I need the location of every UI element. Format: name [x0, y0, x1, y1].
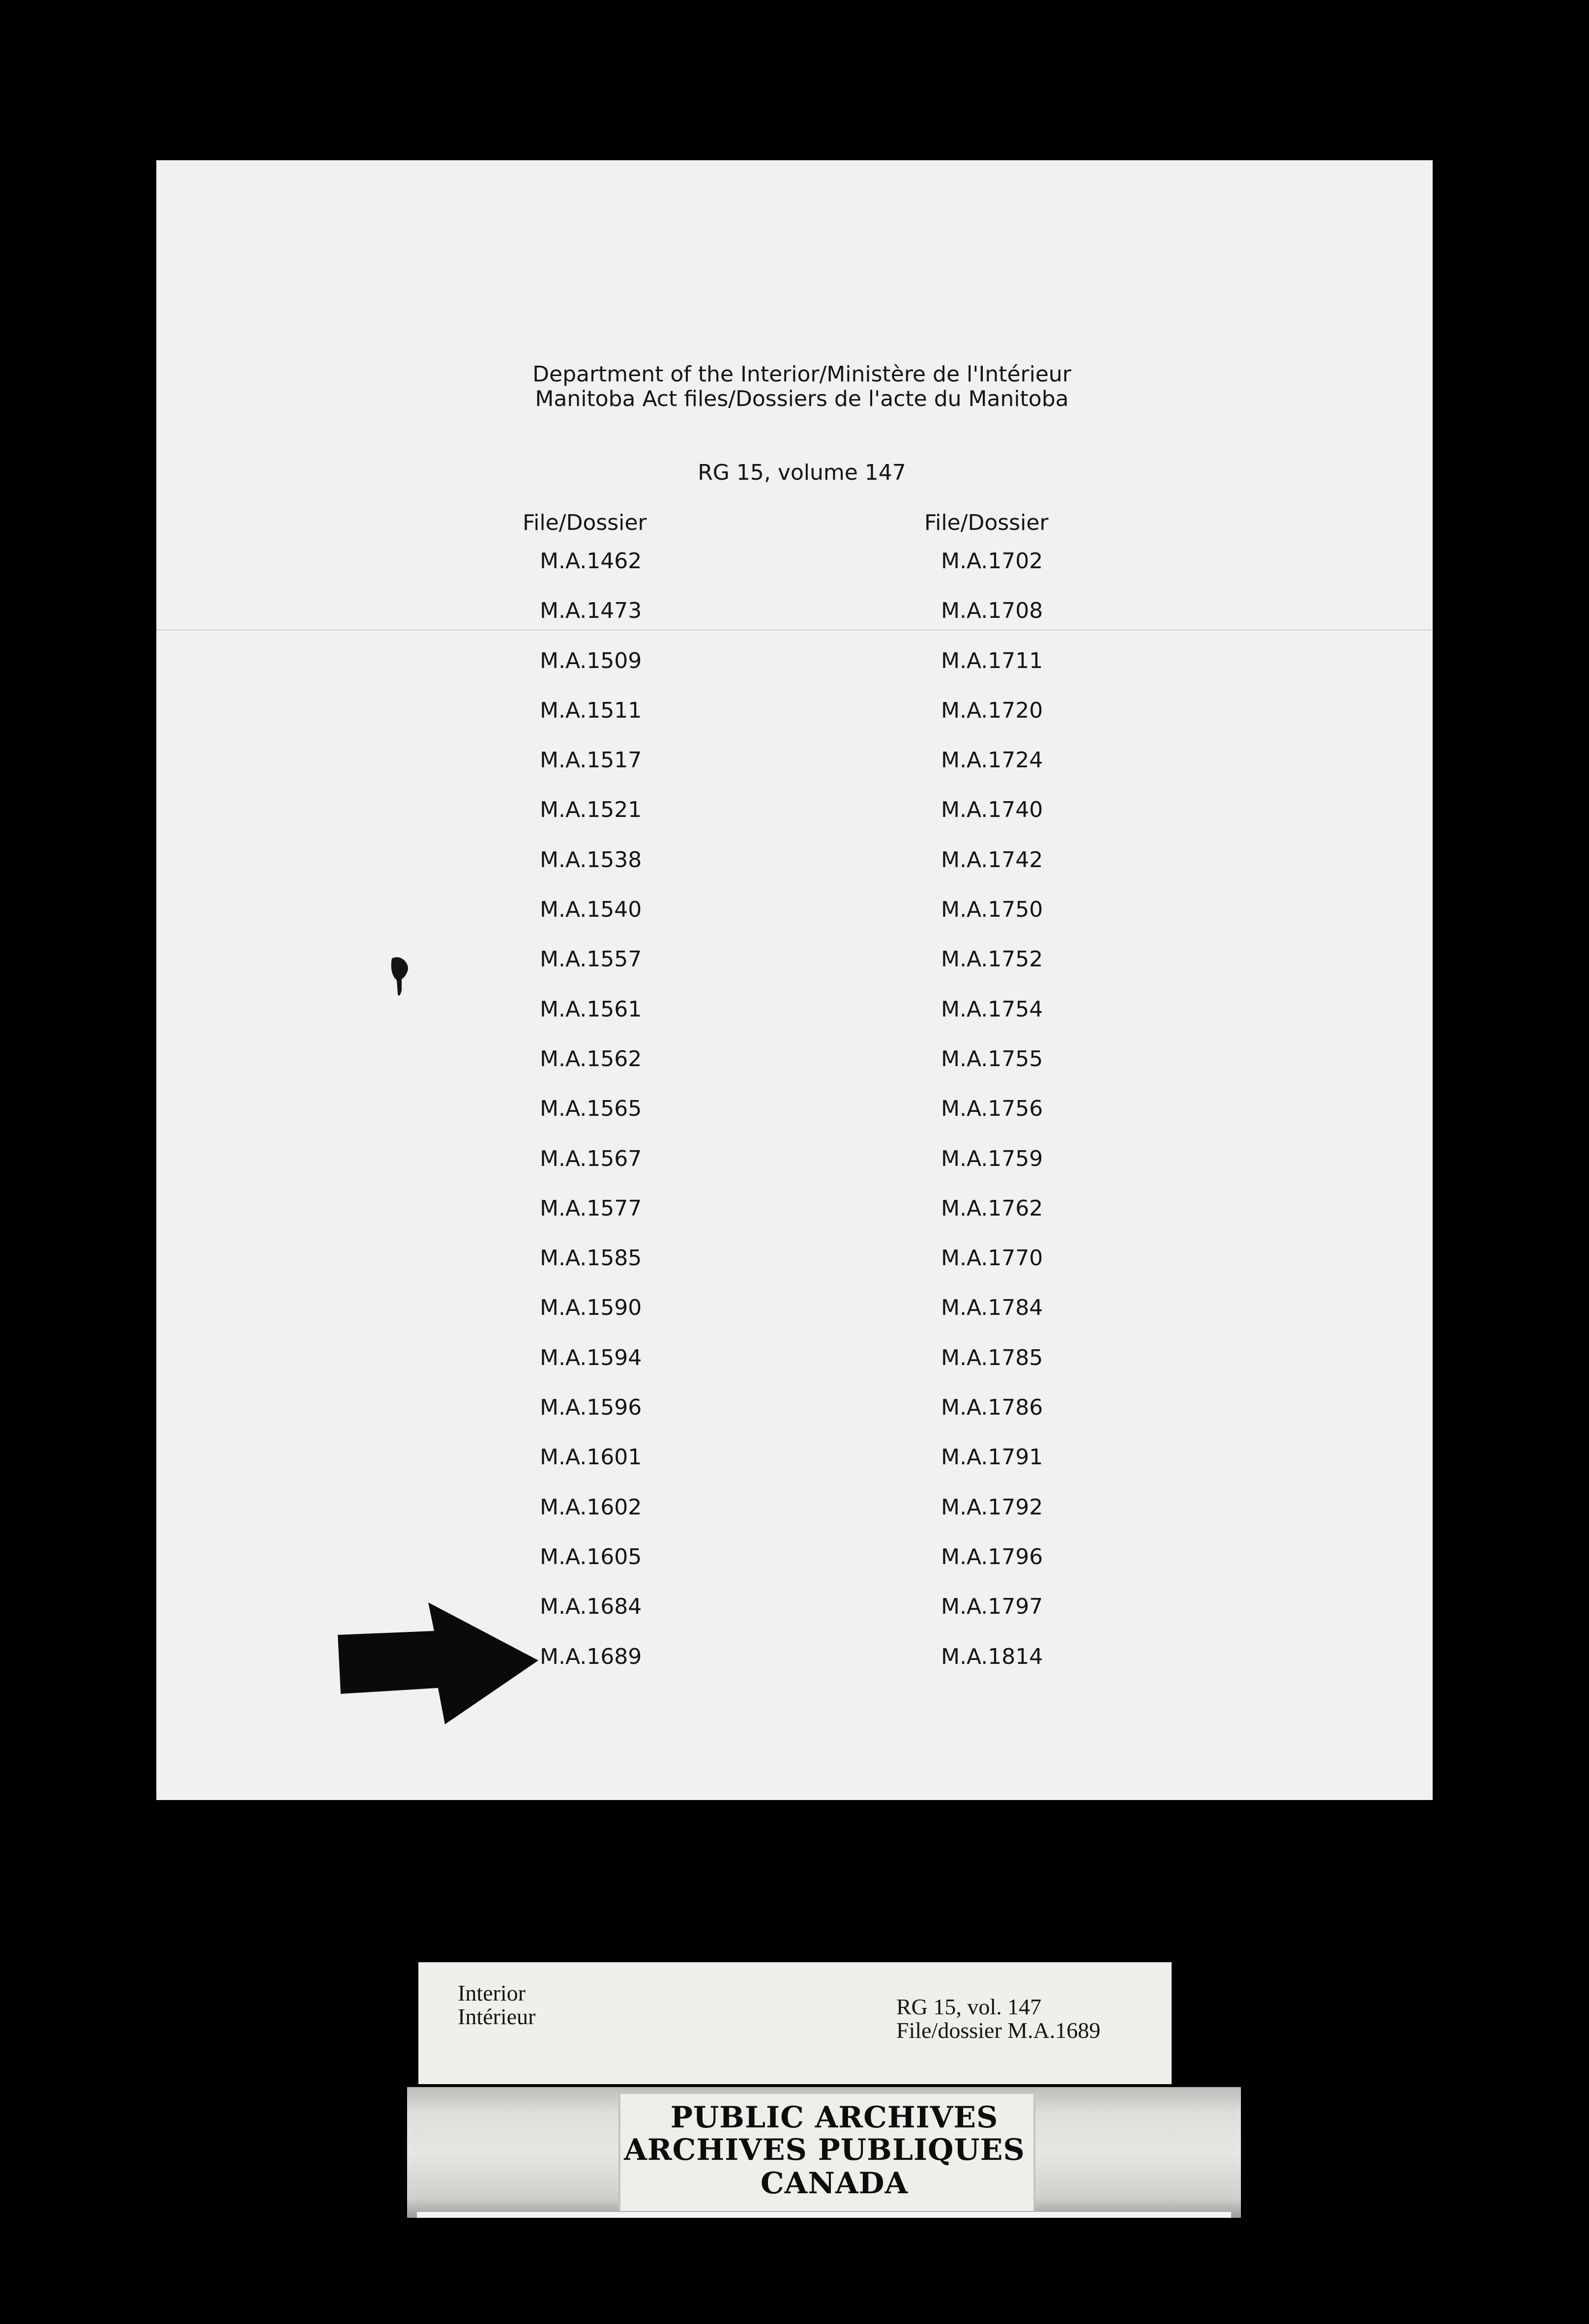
file-entry: M.A.1562 [540, 1046, 642, 1072]
file-entry: M.A.1577 [540, 1195, 642, 1221]
file-entry: M.A.1796 [941, 1544, 1043, 1569]
ink-blot-mark [390, 956, 410, 1000]
file-entry: M.A.1750 [941, 897, 1043, 923]
file-entry: M.A.1596 [540, 1395, 642, 1421]
file-entry: M.A.1511 [540, 697, 642, 723]
file-entry: M.A.1557 [540, 947, 642, 972]
file-list-right [941, 549, 1118, 1694]
file-entry: M.A.1792 [941, 1494, 1043, 1520]
file-entry: M.A.1540 [540, 897, 642, 923]
file-entry: M.A.1567 [540, 1146, 642, 1171]
document-page [156, 160, 1433, 1800]
file-entry: M.A.1602 [540, 1494, 642, 1520]
department-heading: Department of the Interior/Ministère de l'Intérieur [532, 362, 1071, 387]
file-entry: M.A.1565 [540, 1096, 642, 1122]
file-entry: M.A.1786 [941, 1395, 1043, 1421]
paper-fold-line [156, 629, 1433, 631]
file-entry: M.A.1785 [941, 1345, 1043, 1370]
column-heading-right: File/Dossier [924, 510, 1049, 535]
file-entry: M.A.1521 [540, 797, 642, 823]
file-entry: M.A.1605 [540, 1544, 642, 1569]
file-entry: M.A.1762 [941, 1195, 1043, 1221]
file-entry: M.A.1473 [540, 598, 642, 624]
label-department-en: Interior [458, 1980, 526, 2005]
strip-edge [417, 2212, 1231, 2218]
file-entry: M.A.1462 [540, 549, 642, 574]
file-list-left [540, 549, 717, 1694]
file-entry: M.A.1601 [540, 1445, 642, 1470]
file-entry: M.A.1770 [941, 1246, 1043, 1271]
column-heading-left: File/Dossier [523, 510, 647, 535]
arrow-right-icon [336, 1600, 542, 1728]
file-entry: M.A.1784 [941, 1295, 1043, 1321]
label-volume-reference: RG 15, vol. 147 [896, 1994, 1042, 2019]
archive-stamp [618, 2094, 1035, 2211]
volume-reference: RG 15, volume 147 [698, 460, 906, 485]
stamp-line-3: CANADA [760, 2166, 909, 2201]
file-entry: M.A.1711 [941, 648, 1043, 673]
file-entry: M.A.1594 [540, 1345, 642, 1370]
file-entry: M.A.1759 [941, 1146, 1043, 1171]
file-entry: M.A.1791 [941, 1445, 1043, 1470]
file-entry: M.A.1720 [941, 697, 1043, 723]
stamp-line-1: PUBLIC ARCHIVES [670, 2100, 999, 2135]
file-entry: M.A.1814 [941, 1644, 1043, 1669]
file-entry: M.A.1689 [540, 1644, 642, 1669]
file-entry: M.A.1585 [540, 1246, 642, 1271]
file-entry: M.A.1509 [540, 648, 642, 673]
file-entry: M.A.1702 [941, 549, 1043, 574]
stamp-line-2: ARCHIVES PUBLIQUES [624, 2133, 1025, 2167]
label-file-reference: File/dossier M.A.1689 [896, 2018, 1101, 2043]
archive-stamp-strip [407, 2087, 1241, 2218]
file-entry: M.A.1517 [540, 748, 642, 773]
series-heading: Manitoba Act files/Dossiers de l'acte du Manitoba [535, 386, 1069, 411]
file-entry: M.A.1755 [941, 1046, 1043, 1072]
file-entry: M.A.1538 [540, 847, 642, 872]
label-department-fr: Intérieur [458, 2004, 536, 2029]
file-entry: M.A.1724 [941, 748, 1043, 773]
file-entry: M.A.1742 [941, 847, 1043, 872]
file-entry: M.A.1740 [941, 797, 1043, 823]
file-entry: M.A.1754 [941, 996, 1043, 1022]
file-entry: M.A.1708 [941, 598, 1043, 624]
file-entry: M.A.1684 [540, 1594, 642, 1620]
file-entry: M.A.1756 [941, 1096, 1043, 1122]
file-entry: M.A.1752 [941, 947, 1043, 972]
file-entry: M.A.1561 [540, 996, 642, 1022]
archive-label-card [418, 1962, 1172, 2084]
file-entry: M.A.1797 [941, 1594, 1043, 1620]
file-entry: M.A.1590 [540, 1295, 642, 1321]
